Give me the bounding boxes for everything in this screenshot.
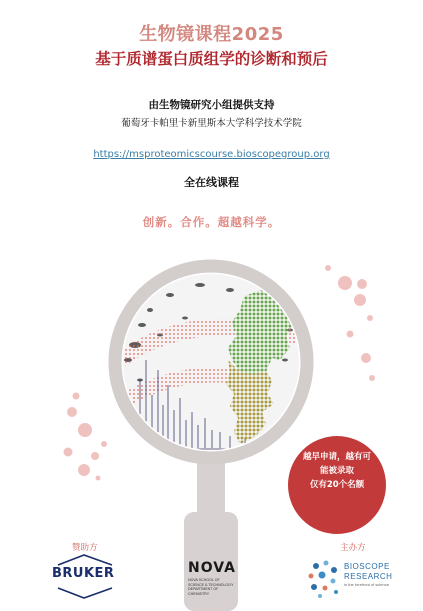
nova-logo bbox=[188, 560, 238, 596]
bioscope-name-2: RESEARCH bbox=[344, 572, 393, 581]
nova-sub-2: SCIENCE & TECHNOLOGY bbox=[188, 582, 234, 587]
nova-sub-1: NOVA SCHOOL OF bbox=[188, 578, 220, 582]
badge-line-1: 越早申请，越有可 bbox=[302, 452, 371, 462]
nova-logo-text: NOVA bbox=[188, 560, 236, 576]
bioscope-name-1: BIOSCOPE bbox=[344, 562, 390, 571]
nova-subtitle bbox=[188, 578, 238, 596]
bioscope-tagline: in the forefront of science bbox=[344, 582, 389, 587]
course-format: 全在线课程 bbox=[184, 176, 239, 189]
badge-line-3: 仅有20个名额 bbox=[309, 480, 365, 490]
bruker-logo-text: BRUKER bbox=[52, 566, 115, 581]
sponsor-label: 赞助方 bbox=[72, 543, 98, 553]
bioscope-logo-icon bbox=[309, 561, 339, 599]
limited-seats-badge bbox=[288, 436, 386, 534]
organizer-label: 主办方 bbox=[340, 543, 366, 553]
institution-text: 葡萄牙卡帕里卡新里斯本大学科学技术学院 bbox=[121, 118, 302, 129]
bioscope-logo-text bbox=[344, 562, 423, 588]
badge-line-2: 能被录取 bbox=[319, 466, 354, 476]
course-link[interactable]: https://msproteomicscourse.bioscopegroup.org bbox=[93, 149, 330, 160]
provider-text: 由生物镜研究小组提供支持 bbox=[148, 99, 275, 111]
course-subtitle: 基于质谱蛋白质组学的诊断和预后 bbox=[95, 50, 328, 68]
course-title: 生物镜课程2025 bbox=[139, 24, 284, 45]
slogan: 创新。合作。超越科学。 bbox=[142, 215, 281, 229]
nova-sub-3: DEPARTMENT OF CHEMISTRY bbox=[188, 587, 219, 596]
